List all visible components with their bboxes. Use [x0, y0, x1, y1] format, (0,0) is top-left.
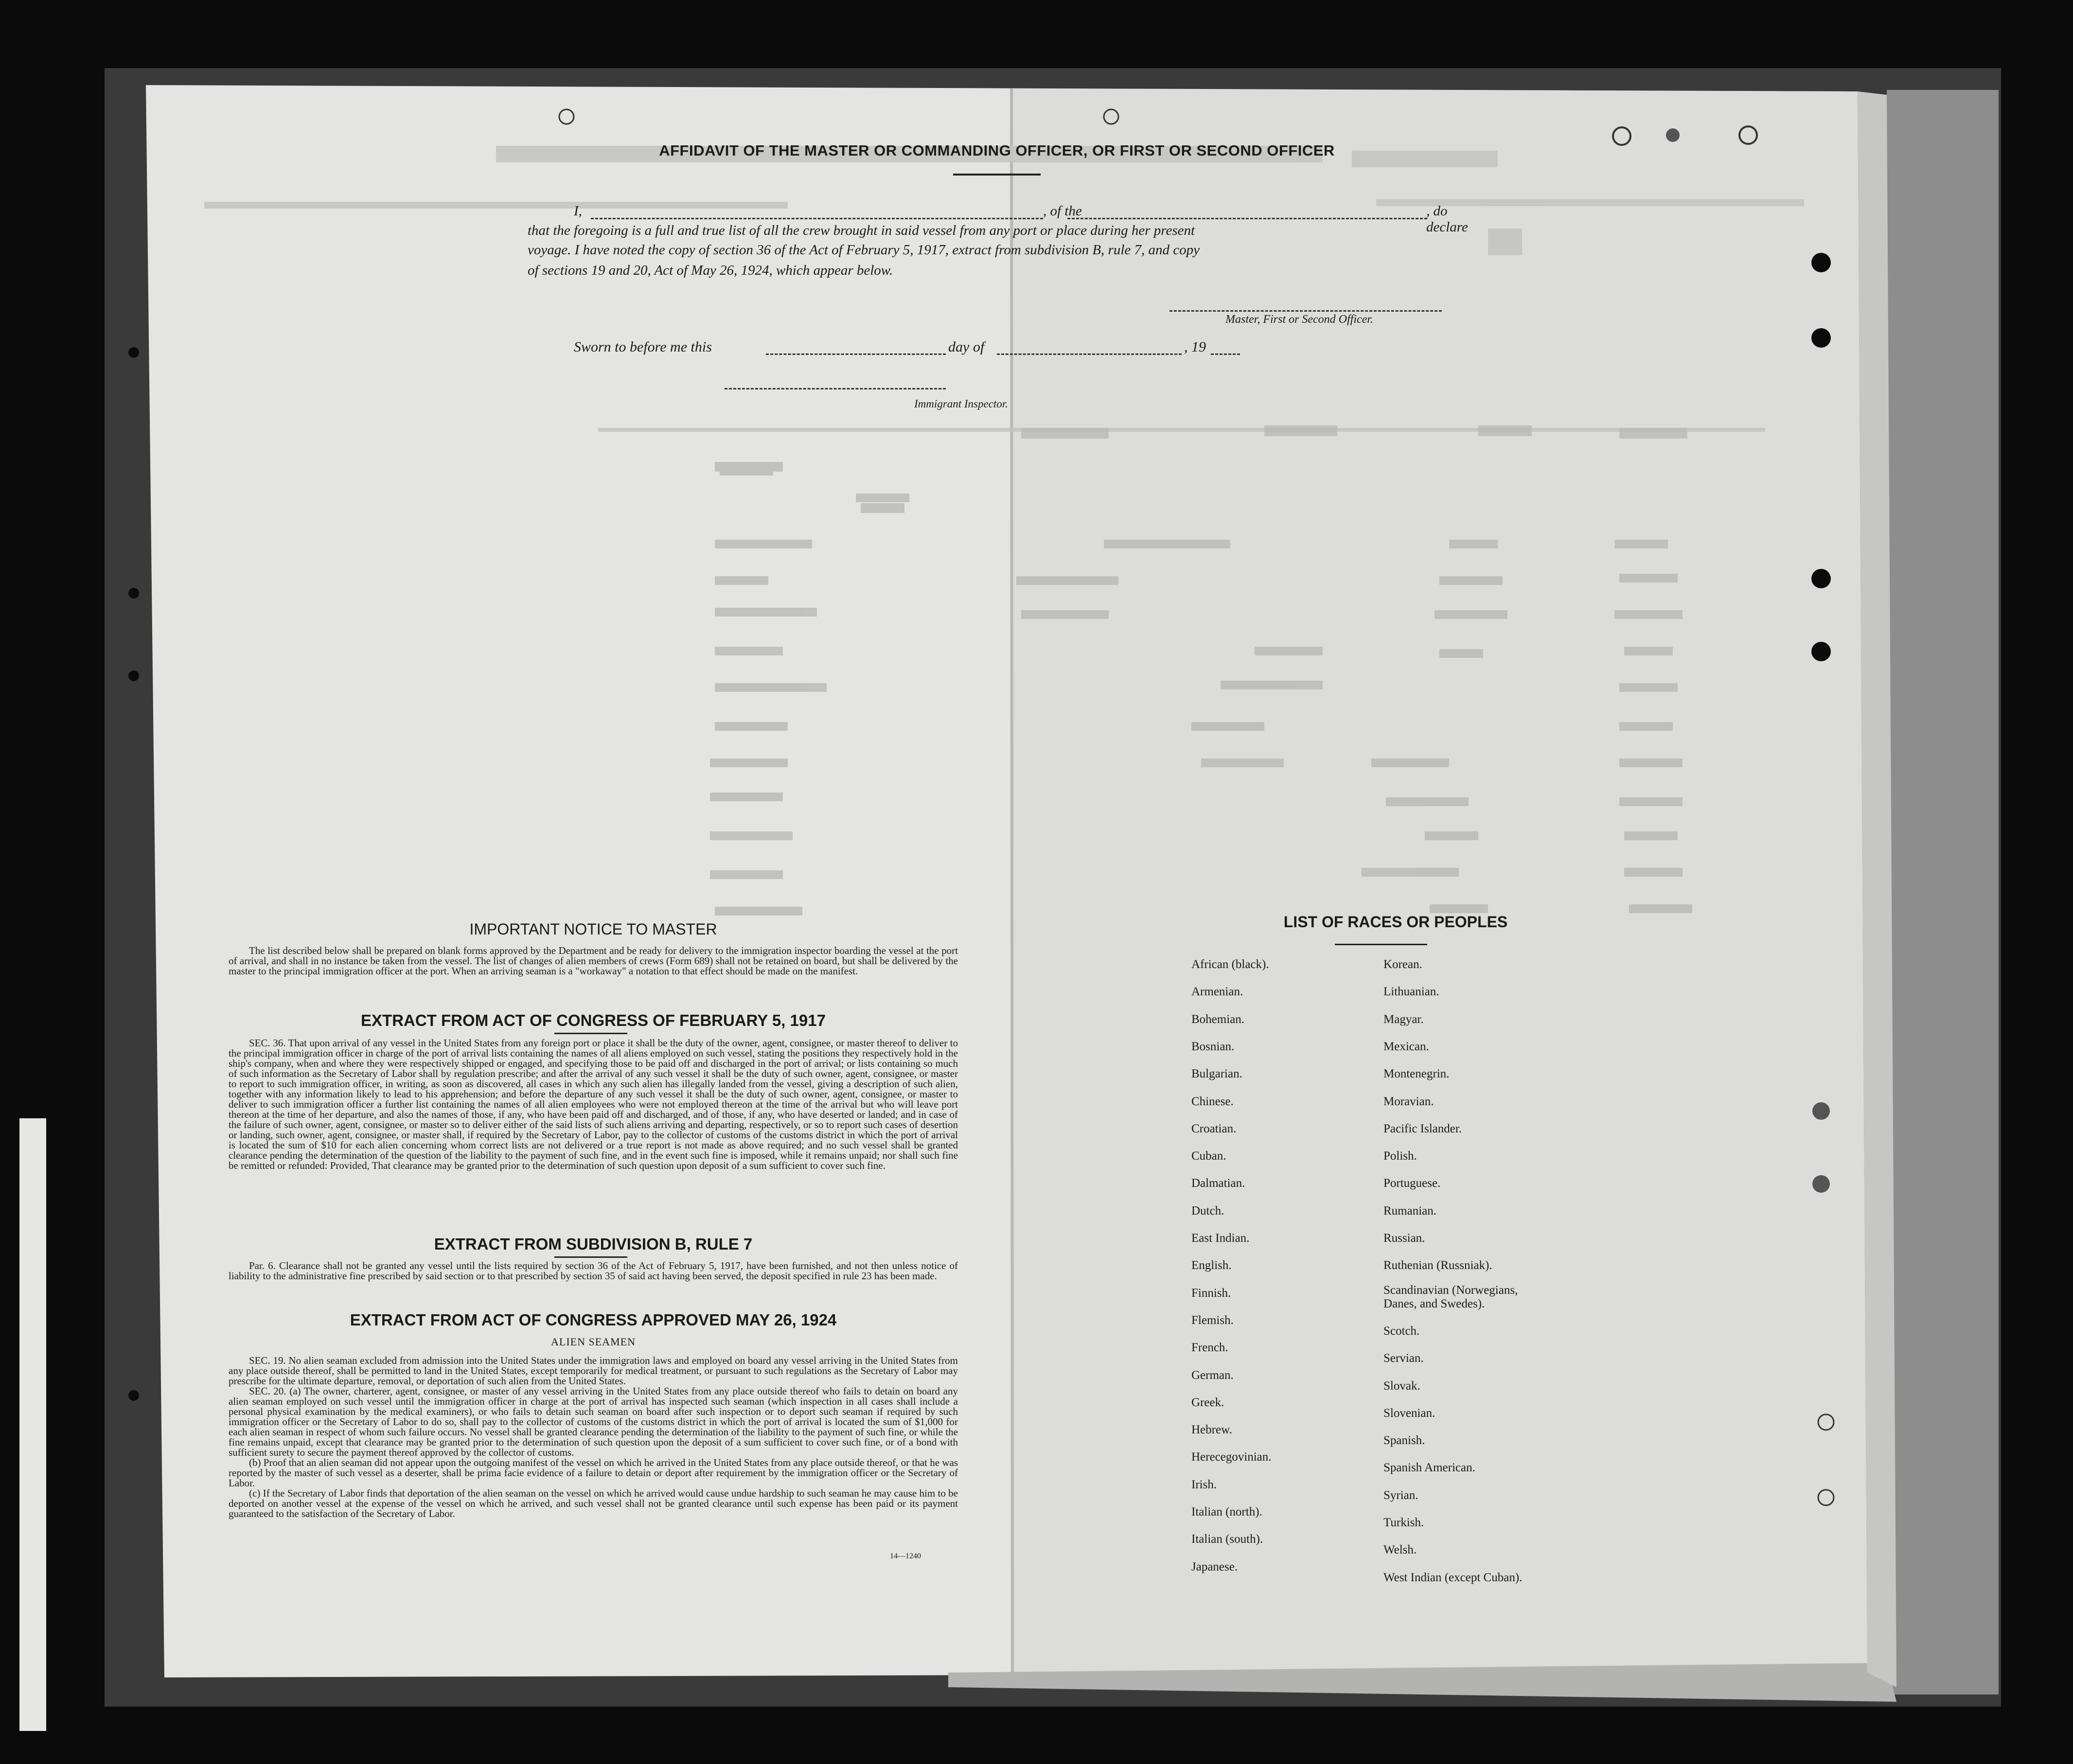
inspector-label: Immigrant Inspector.	[914, 398, 1008, 410]
sec20c-text: (c) If the Secretary of Labor finds that deportation of the alien seaman on the vessel on which he arrived would cause undue hardship to such seaman he may cause him to be deported on another vessel at the expense of the vessel on which he arrived, and such vessel shall not be granted clearance until such expense has been paid or its payment guaranteed to the satisfaction of the Secretary of Labor.	[229, 1487, 958, 1519]
master-signature-line[interactable]	[1169, 310, 1442, 312]
race-left-item: Chinese.	[1191, 1094, 1234, 1108]
affidavit-line2: that the foregoing is a full and true list of all the crew brought in said vessel from any port or place during her present	[528, 223, 1195, 238]
extract-1917-title: EXTRACT FROM ACT OF CONGRESS OF FEBRUARY 5, 1917	[361, 1011, 826, 1029]
master-signature-label: Master, First or Second Officer.	[1225, 313, 1373, 326]
extract-1924-title: EXTRACT FROM ACT OF CONGRESS APPROVED MAY 26, 1924	[350, 1311, 837, 1329]
race-left-item: Dalmatian.	[1191, 1177, 1245, 1190]
race-left-item: Dutch.	[1191, 1204, 1224, 1217]
race-left-item: Bulgarian.	[1191, 1067, 1242, 1081]
race-left-item: Greek.	[1191, 1395, 1224, 1409]
notice-title: IMPORTANT NOTICE TO MASTER	[469, 920, 717, 938]
race-right-item: Spanish.	[1383, 1434, 1425, 1447]
race-right-item: Rumanian.	[1383, 1204, 1437, 1217]
races-title-underline	[1335, 944, 1427, 945]
rule7-body	[229, 1261, 958, 1281]
sworn-day-label: day of	[948, 339, 985, 355]
race-right-item: Spanish American.	[1383, 1461, 1475, 1475]
sworn-year-label: , 19	[1184, 339, 1206, 355]
race-left-item: Armenian.	[1191, 985, 1243, 999]
race-left-item: Irish.	[1191, 1478, 1217, 1491]
inspector-signature-line[interactable]	[725, 388, 946, 389]
race-right-item: Syrian.	[1383, 1488, 1418, 1502]
race-right-item: Lithuanian.	[1383, 985, 1439, 999]
race-left-item: Italian (north).	[1191, 1505, 1262, 1518]
affidavit-name-blank[interactable]	[591, 218, 1043, 219]
race-right-item: Mexican.	[1383, 1040, 1429, 1053]
extract-1917-body	[229, 1038, 958, 1171]
extract-1917-underline	[554, 1033, 627, 1034]
race-right-item: Montenegrin.	[1383, 1067, 1450, 1081]
race-left-item: Finnish.	[1191, 1286, 1231, 1300]
race-right-item: Polish.	[1383, 1149, 1417, 1163]
sec19-text: SEC. 19. No alien seaman excluded from admission into the United States under the immigration laws and employed on board any vessel arriving in the United States from any place outside thereof, shall be permitted to land in the United States, except temporarily for medical treatment, or pursuant to such regulations as the Secretary of Labor may prescribe for the ultimate departure, removal, or deportation of such alien from the United States.	[229, 1355, 958, 1387]
notice-body	[229, 946, 958, 976]
sworn-line	[574, 339, 1255, 358]
race-right-item: Turkish.	[1383, 1516, 1424, 1529]
affidavit-title-underline	[953, 174, 1041, 176]
sworn-prefix: Sworn to before me this	[574, 339, 712, 355]
sec20b-text: (b) Proof that an alien seaman did not appear upon the outgoing manifest of the vessel on which he arrived in the United States from any place outside thereof, or that he was reported by the master of such vessel as a deserter, shall be prima facie evidence of a failure to detain or deport after requirement by the immigration officer or the Secretary of Labor.	[229, 1457, 958, 1489]
affidavit-title: AFFIDAVIT OF THE MASTER OR COMMANDING OFFICER, OR FIRST OR SECOND OFFICER	[659, 142, 1335, 159]
races-right-column	[1383, 958, 1554, 1584]
race-right-item: Magyar.	[1383, 1012, 1424, 1026]
race-left-item: African (black).	[1191, 958, 1269, 971]
race-right-item: West Indian (except Cuban).	[1383, 1570, 1523, 1584]
race-left-item: Herecegovinian.	[1191, 1450, 1272, 1464]
race-left-item: Hebrew.	[1191, 1423, 1232, 1437]
sworn-day-blank[interactable]	[766, 353, 946, 355]
race-right-item: Portuguese.	[1383, 1177, 1441, 1190]
race-left-item: Japanese.	[1191, 1560, 1238, 1573]
sworn-month-blank[interactable]	[997, 353, 1182, 355]
affidavit-declare-label: , do declare	[1426, 203, 1468, 235]
race-right-item: Servian.	[1383, 1352, 1424, 1365]
race-right-item: Korean.	[1383, 958, 1422, 971]
notice-body-text: The list described below shall be prepared on blank forms approved by the Department and be ready for delivery to the immigration inspector boarding the vessel at the port of arrival, and shall in no instance be taken from the vessel. The list of changes of alien members of crews (Form 689) shall not be retained on board, but shall be delivered by the master to the principal immigration officer at the port. When an arriving seaman is a "workaway" a notation to that effect should be made on the manifest.	[229, 945, 958, 977]
race-left-item: East Indian.	[1191, 1232, 1250, 1245]
form-number: 14—1240	[890, 1552, 921, 1560]
race-left-item: German.	[1191, 1368, 1234, 1382]
race-left-item: Cuban.	[1191, 1149, 1226, 1163]
sworn-year-blank[interactable]	[1211, 353, 1240, 355]
extract-1924-body	[229, 1356, 958, 1519]
race-left-item: Italian (south).	[1191, 1533, 1263, 1546]
race-left-item: French.	[1191, 1341, 1228, 1355]
rule7-body-text: Par. 6. Clearance shall not be granted any vessel until the lists required by section 36 of the Act of February 5, 1917, have been furnished, and not then unless notice of liability to the administrative fine prescribed by said section or to that prescribed by section 35 of said act having been served, the deposit specified in rule 23 has been made.	[229, 1260, 958, 1282]
race-left-item: Bosnian.	[1191, 1040, 1235, 1053]
affidavit-line4: of sections 19 and 20, Act of May 26, 1924, which appear below.	[528, 263, 893, 278]
affidavit-i-label: I,	[574, 203, 582, 219]
affidavit-vessel-blank[interactable]	[1067, 218, 1427, 219]
races-title: LIST OF RACES OR PEOPLES	[1283, 913, 1508, 931]
extract-1917-body-text: SEC. 36. That upon arrival of any vessel in the United States from any foreign port or place it shall be the duty of the owner, agent, consignee, or master thereof to deliver to the principal immigration officer in charge of the port of arrival lists containing the names of all aliens employed on such vessel, stating the positions they respectively hold in the ship's company, when and where they were respectively shipped or engaged, and specifying those to be paid off and discharged in the port of arrival; or lists containing so much of such information as the Secretary of Labor shall by regulation prescribe; and after the arrival of any such vessel it shall be the duty of such owner, agent, consignee, or master to report to such immigration officer, in writing, as soon as discovered, all cases in which any such alien has illegally landed from the vessel, giving a description of such alien, together with any information likely to lead to his apprehension; and before the departure of any such vessel it shall be the duty of such owner, agent, consignee, or master to deliver to such immigration officer a further list containing the names of all alien employees who were not employed thereon at the time of the arrival but who will leave port thereon at the time of her departure, and also the names of those, if any, who have been paid off and discharged, and of those, if any, who have deserted or landed; and in case of the failure of such owner, agent, consignee, or master so to deliver either of the said lists of such aliens arriving and departing, respectively, or so to report such cases of desertion or landing, such owner, agent, consignee, or master shall, if required by the Secretary of Labor, pay to the collector of customs of the customs district in which the port of arrival is located the sum of $10 for each alien concerning whom correct lists are not delivered or a true report is not made as above required; and no such vessel shall be granted clearance pending the determination of the question of the liability to the payment of such fine, and in the event such fine is imposed, while it remains unpaid; nor shall such fine be remitted or refunded: Provided, That clearance may be granted prior to the determination of such question upon deposit of a sum sufficient to cover such fine.	[229, 1037, 958, 1171]
race-right-item: Slovak.	[1383, 1379, 1420, 1393]
races-left-column	[1191, 958, 1362, 1580]
race-right-item: Scotch.	[1383, 1324, 1420, 1338]
rule7-underline	[554, 1256, 627, 1258]
race-left-item: Flemish.	[1191, 1313, 1234, 1327]
race-right-item: Welsh.	[1383, 1543, 1417, 1557]
race-left-item: Croatian.	[1191, 1122, 1237, 1135]
race-right-item: Ruthenian (Russniak).	[1383, 1259, 1492, 1272]
extract-1924-subtitle: ALIEN SEAMEN	[551, 1336, 636, 1348]
affidavit-line3: voyage. I have noted the copy of section 36 of the Act of February 5, 1917, extract from subdivision B, rule 7, and copy	[528, 242, 1200, 258]
rule7-title: EXTRACT FROM SUBDIVISION B, RULE 7	[434, 1235, 753, 1253]
race-left-item: Bohemian.	[1191, 1012, 1245, 1026]
race-right-item: Pacific Islander.	[1383, 1122, 1462, 1135]
sec20a-text: SEC. 20. (a) The owner, charterer, agent, consignee, or master of any vessel arriving in the United States from any place outside thereof who fails to detain on board any alien seaman employed on such vessel until the immigration officer in charge at the port of arrival has inspected such seaman (which inspection in all cases shall include a personal physical examination by the medical examiners), or who fails to detain such seaman on board after such inspection or to deport such seaman if required by such immigration officer or the Secretary of Labor to do so, shall pay to the collector of customs of the customs district in which the port of arrival is located the sum of $1,000 for each alien seaman in respect of whom such failure occurs. No vessel shall be granted clearance pending the determination of the liability to the payment of such fine, or while the fine remains unpaid, except that clearance may be granted prior to the determination of such question upon the deposit of a sum sufficient to cover such fine, or of a bond with sufficient surety to secure the payment thereof approved by the collector of customs.	[229, 1385, 958, 1458]
affidavit-of-label: , of the	[1043, 203, 1082, 219]
race-right-item: Slovenian.	[1383, 1406, 1435, 1420]
race-right-item: Russian.	[1383, 1232, 1425, 1245]
race-right-item: Scandinavian (Norwegians, Danes, and Swedes).	[1383, 1283, 1518, 1310]
race-left-item: English.	[1191, 1259, 1232, 1272]
race-right-item: Moravian.	[1383, 1094, 1434, 1108]
